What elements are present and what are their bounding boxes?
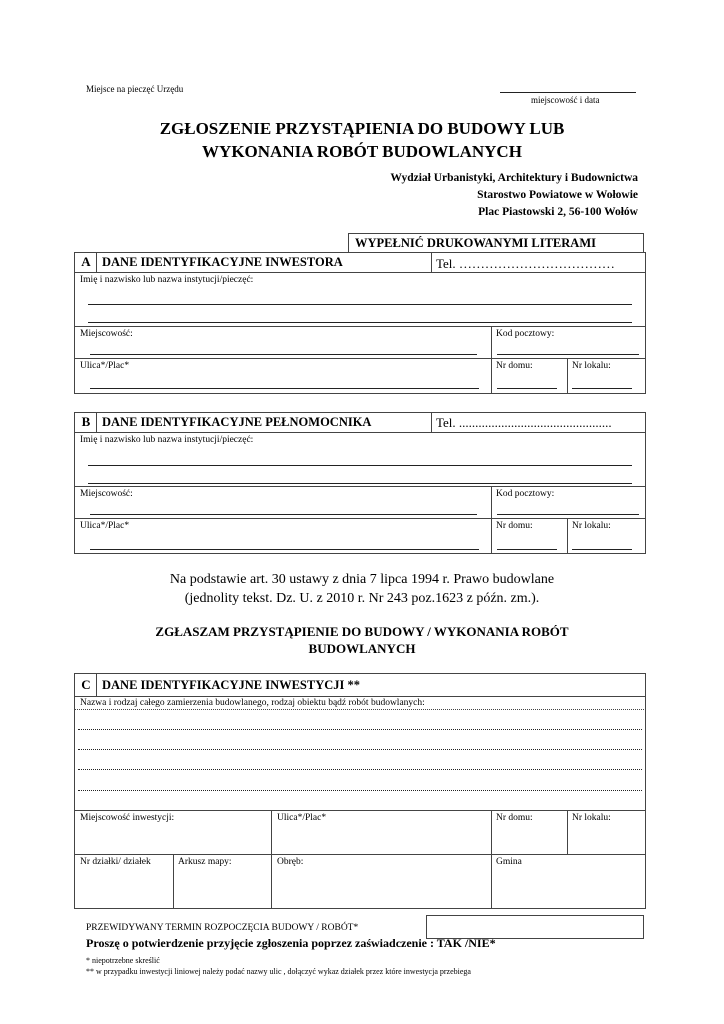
section-c-description-label: Nazwa i rodzaj całego zamierzenia budowlanego, rodzaj obiektu bądź robót budowlanych: [80,698,425,708]
section-a-house-label: Nr domu: [496,361,533,371]
section-b-postal-label: Kod pocztowy: [496,489,555,499]
office-name: Wydział Urbanistyki, Architektury i Budownictwa [390,172,638,184]
page-title-line1: ZGŁOSZENIE PRZYSTĄPIENIA DO BUDOWY LUB [159,119,565,138]
section-a-title: DANE IDENTYFIKACYJNE INWESTORA [102,255,343,269]
section-c-house-label: Nr domu: [496,813,533,823]
section-a-city-field[interactable] [90,354,477,355]
office-authority: Starostwo Powiatowe w Wołowie [477,189,638,201]
start-date-label: PRZEWIDYWANY TERMIN ROZPOCZĘCIA BUDOWY / ROBÓT* [86,923,359,933]
section-c-street-label: Ulica*/Plac* [277,813,327,823]
section-a-name-field-2[interactable] [88,322,632,323]
section-a-name-field[interactable] [88,304,632,305]
section-c-city-label: Miejscowość inwestycji: [80,813,175,823]
section-c-sheet-label: Arkusz mapy: [178,857,232,867]
section-b-flat-label: Nr lokalu: [572,521,611,531]
section-b-title: DANE IDENTYFIKACYJNE PEŁNOMOCNIKA [102,415,372,429]
legal-basis-line2: (jednolity tekst. Dz. U. z 2010 r. Nr 243 poz.1623 z późn. zm.). [184,591,540,606]
section-a-postal-label: Kod pocztowy: [496,329,555,339]
section-c-description-line-1[interactable] [78,729,642,730]
declaration-line1: ZGŁASZAM PRZYSTĄPIENIE DO BUDOWY / WYKONANIA ROBÓT [155,624,569,639]
place-date-label: miejscowość i data [531,95,600,105]
footnote-1: * niepotrzebne skreślić [86,956,160,965]
declaration-line2: BUDOWLANYCH [308,641,416,656]
section-b-street-label: Ulica*/Plac* [80,521,130,531]
section-b-city-field[interactable] [90,514,477,515]
section-c-description-line-2[interactable] [78,749,642,750]
section-c-commune-label: Gmina [496,857,522,867]
section-a-city-label: Miejscowość: [80,329,133,339]
section-a-street-label: Ulica*/Plac* [80,361,130,371]
section-b-flat-field[interactable] [572,549,632,550]
section-b-street-field[interactable] [90,549,479,550]
section-a [74,252,646,394]
section-b-name-label: Imię i nazwisko lub nazwa instytucji/pieczęć: [80,435,254,445]
section-a-letter: A [81,254,91,269]
section-b-tel[interactable]: Tel. ............................................... [436,415,612,430]
office-address: Plac Piastowski 2, 56-100 Wołów [478,206,638,218]
place-date-line[interactable] [500,92,636,93]
section-c-flat-label: Nr lokalu: [572,813,611,823]
confirmation-text: Proszę o potwierdzenie przyjęcie zgłoszenia poprzez zaświadczenie : TAK /NIE* [86,936,496,950]
section-a-street-field[interactable] [90,388,479,389]
fill-instruction-box [348,233,644,253]
section-b-city-label: Miejscowość: [80,489,133,499]
section-a-name-label: Imię i nazwisko lub nazwa instytucji/pieczęć: [80,275,254,285]
section-b-letter: B [81,414,91,429]
section-c-precinct-label: Obręb: [277,857,304,867]
section-c-description-line-4[interactable] [78,790,642,791]
section-c-plot-label: Nr działki/ działek [80,857,151,867]
fill-instruction: WYPEŁNIĆ DRUKOWANYMI LITERAMI [355,236,596,250]
section-a-house-field[interactable] [497,388,557,389]
section-c-description-line-3[interactable] [78,769,642,770]
stamp-label: Miejsce na pieczęć Urzędu [86,84,184,94]
section-c-title: DANE IDENTYFIKACYJNE INWESTYCJI ** [102,678,361,692]
section-c-letter: C [81,677,91,692]
section-a-postal-field[interactable] [497,354,639,355]
section-a-flat-field[interactable] [572,388,632,389]
section-b-name-field-2[interactable] [88,483,632,484]
page-title-line2: WYKONANIA ROBÓT BUDOWLANYCH [202,142,522,161]
section-a-tel[interactable]: Tel. ……………………………… [436,256,615,271]
footnote-2: ** w przypadku inwestycji liniowej należy podać nazwy ulic , dołączyć wykaz działek przez które inwestycja przebiega [86,967,471,976]
section-b-house-label: Nr domu: [496,521,533,531]
legal-basis-line1: Na podstawie art. 30 ustawy z dnia 7 lipca 1994 r. Prawo budowlane [169,572,555,587]
section-b-name-field[interactable] [88,465,632,466]
section-b-postal-field[interactable] [497,514,639,515]
section-a-flat-label: Nr lokalu: [572,361,611,371]
section-b-house-field[interactable] [497,549,557,550]
